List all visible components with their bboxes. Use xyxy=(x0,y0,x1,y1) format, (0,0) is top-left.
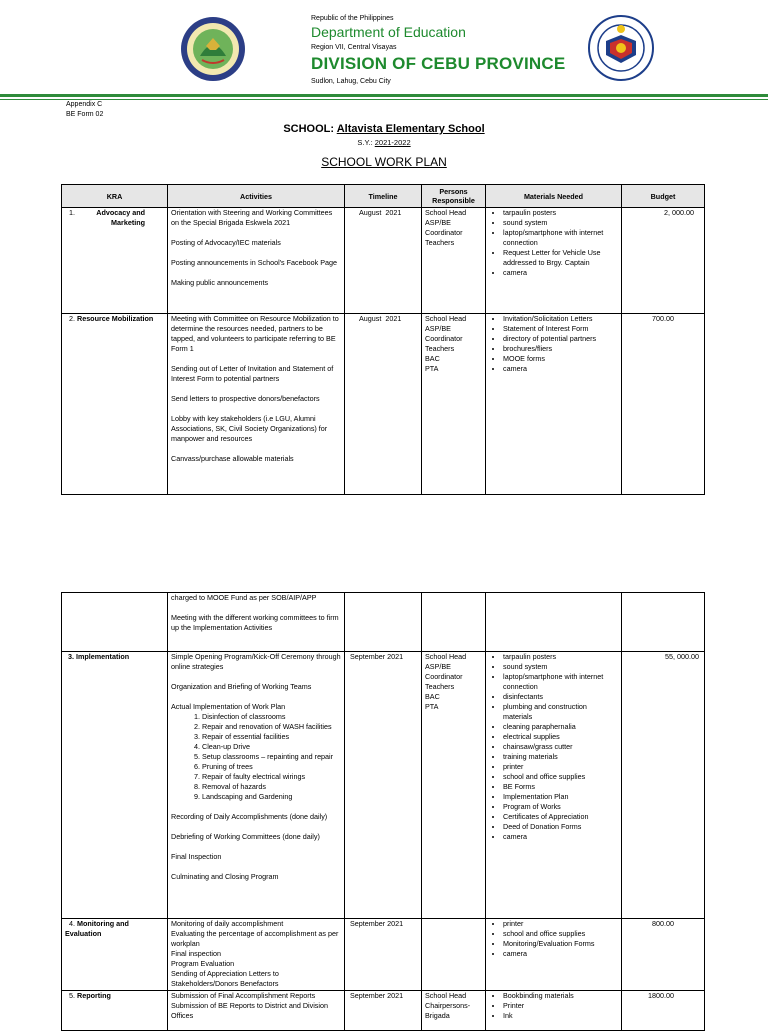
activity-text: Submission of Final Accomplishment Reports xyxy=(171,991,316,1000)
sub-activity: 2. Repair and renovation of WASH facilities xyxy=(202,722,341,732)
material-item: • printer xyxy=(503,762,618,772)
materials-cell xyxy=(486,991,622,1031)
timeline-cell: August 2021 xyxy=(345,208,422,314)
column-header-timeline: Timeline xyxy=(345,185,422,208)
column-header-activities: Activities xyxy=(168,185,345,208)
work-plan-table-page-1 xyxy=(61,184,705,495)
materials-cell xyxy=(486,652,622,919)
activity-text: Evaluating the percentage of accomplishment as per workplan xyxy=(171,929,339,948)
kra-number: 1. xyxy=(69,208,75,217)
sub-activity: 9. Landscaping and Gardening xyxy=(202,792,341,802)
material-item: • laptop/smartphone with internet connection xyxy=(503,672,618,692)
address-label: Sudlon, Lahug, Cebu City xyxy=(311,78,391,85)
budget-cell: 1800.00 xyxy=(622,991,705,1031)
kra-number: 5. xyxy=(69,991,75,1000)
budget-cell: 2, 000.00 xyxy=(622,208,705,314)
school-prefix: SCHOOL: xyxy=(283,123,337,135)
budget-cell xyxy=(622,593,705,652)
table-row-monitoring xyxy=(62,919,705,991)
activity-text: Orientation with Steering and Working Committees on the Special Brigada Eskwela 2021 xyxy=(171,208,333,227)
material-item: • Program of Works xyxy=(503,802,618,812)
material-item: • laptop/smartphone with internet connection xyxy=(503,228,618,248)
sub-activity-list xyxy=(171,712,341,802)
person-text: School Head xyxy=(425,991,467,1000)
sub-activity: 5. Setup classrooms – repainting and repair xyxy=(202,752,341,762)
person-text: ASP/BE xyxy=(425,662,451,671)
material-item: • tarpaulin posters xyxy=(503,652,618,662)
person-text: Teachers xyxy=(425,682,455,691)
activity-text: Posting of Advocacy/IEC materials xyxy=(171,238,281,247)
kra-title: Resource Mobilization xyxy=(77,314,154,323)
kra-title: Implementation xyxy=(76,652,130,661)
materials-cell xyxy=(486,919,622,991)
activity-text: Making public announcements xyxy=(171,278,269,287)
person-text: ASP/BE xyxy=(425,218,451,227)
deped-seal-logo xyxy=(588,15,654,81)
persons-cell xyxy=(422,991,486,1031)
material-item: • school and office supplies xyxy=(503,929,618,939)
budget-cell: 700.00 xyxy=(622,314,705,495)
material-item: • sound system xyxy=(503,662,618,672)
material-item: • Request Letter for Vehicle Use addressed to Brgy. Captain xyxy=(503,248,618,268)
region-label: Region VII, Central Visayas xyxy=(311,44,397,51)
school-name: Altavista Elementary School xyxy=(336,123,485,135)
persons-cell xyxy=(422,652,486,919)
activity-text: Sending of Appreciation Letters to Stakeholders/Donors Benefactors xyxy=(171,969,279,988)
form-label: BE Form 02 xyxy=(66,111,104,118)
kra-number: 2. xyxy=(69,314,75,323)
activities-cell xyxy=(168,652,345,919)
kra-title: Advocacy and Marketing xyxy=(96,208,145,227)
activity-text: Final Inspection xyxy=(171,852,222,861)
activity-text: Monitoring of daily accomplishment xyxy=(171,919,284,928)
kra-title: Monitoring and Evaluation xyxy=(65,919,129,938)
sub-activity: 6. Pruning of trees xyxy=(202,762,341,772)
person-text: Teachers xyxy=(425,344,455,353)
material-item: • disinfectants xyxy=(503,692,618,702)
timeline-cell: August 2021 xyxy=(345,314,422,495)
material-item: • cleaning paraphernalia xyxy=(503,722,618,732)
material-item: • directory of potential partners xyxy=(503,334,618,344)
kra-title: Reporting xyxy=(77,991,111,1000)
column-header-budget: Budget xyxy=(622,185,705,208)
activity-text: Recording of Daily Accomplishments (done daily) xyxy=(171,812,328,821)
republic-label: Republic of the Philippines xyxy=(311,15,394,22)
activities-cell xyxy=(168,208,345,314)
kra-cell xyxy=(62,593,168,652)
column-header-kra: KRA xyxy=(62,185,168,208)
timeline-cell: September 2021 xyxy=(345,919,422,991)
page-title: SCHOOL WORK PLAN xyxy=(321,155,447,169)
materials-cell xyxy=(486,208,622,314)
column-header-persons: Persons Responsible xyxy=(422,185,486,208)
department-name: Department of Education xyxy=(311,24,466,40)
activity-text: Culminating and Closing Program xyxy=(171,872,279,881)
table-row-resource-mobilization xyxy=(62,314,705,495)
kra-cell xyxy=(62,652,168,919)
kra-number: 3. xyxy=(68,652,74,661)
school-line xyxy=(0,123,768,135)
material-item: • Ink xyxy=(503,1011,618,1021)
material-item: • brochures/fliers xyxy=(503,344,618,354)
material-item: • Deed of Donation Forms xyxy=(503,822,618,832)
material-item: • Bookbinding materials xyxy=(503,991,618,1001)
division-name: DIVISION OF CEBU PROVINCE xyxy=(311,54,566,73)
kra-cell xyxy=(62,919,168,991)
person-text: PTA xyxy=(425,702,439,711)
sub-activity: 7. Repair of faulty electrical wirings xyxy=(202,772,341,782)
material-item: • tarpaulin posters xyxy=(503,208,618,218)
person-text: Coordinator xyxy=(425,228,463,237)
material-item: • Statement of Interest Form xyxy=(503,324,618,334)
person-text: Brigada xyxy=(425,1011,450,1020)
person-text: Chairpersons- xyxy=(425,1001,471,1010)
material-item: • plumbing and construction materials xyxy=(503,702,618,722)
material-item: • camera xyxy=(503,949,618,959)
header-divider-thin xyxy=(0,99,768,100)
activities-cell xyxy=(168,991,345,1031)
materials-cell xyxy=(486,314,622,495)
material-item: • sound system xyxy=(503,218,618,228)
kra-cell xyxy=(62,208,168,314)
kra-cell xyxy=(62,991,168,1031)
material-item: • MOOE forms xyxy=(503,354,618,364)
activities-cell xyxy=(168,919,345,991)
timeline-cell xyxy=(345,593,422,652)
person-text: Coordinator xyxy=(425,672,463,681)
header-divider-thick xyxy=(0,94,768,97)
table-row-reporting xyxy=(62,991,705,1031)
material-item: • training materials xyxy=(503,752,618,762)
table-row-implementation xyxy=(62,652,705,919)
sub-activity: 4. Clean-up Drive xyxy=(202,742,341,752)
sub-activity: 8. Removal of hazards xyxy=(202,782,341,792)
persons-cell xyxy=(422,314,486,495)
activity-text: Canvass/purchase allowable materials xyxy=(171,454,294,463)
person-text: BAC xyxy=(425,354,440,363)
activity-text: Organization and Briefing of Working Teams xyxy=(171,682,312,691)
budget-cell: 55, 000.00 xyxy=(622,652,705,919)
activity-text: Meeting with Committee on Resource Mobilization to determine the resources needed, partners to be tapped, and volunteers to participate referring to BE Form 1 xyxy=(171,314,339,353)
school-year-line xyxy=(0,138,768,147)
timeline-cell: September 2021 xyxy=(345,991,422,1031)
activities-cell xyxy=(168,593,345,652)
persons-cell xyxy=(422,593,486,652)
activity-text: Simple Opening Program/Kick-Off Ceremony through online strategies xyxy=(171,652,341,671)
material-item: • camera xyxy=(503,364,618,374)
kra-cell xyxy=(62,314,168,495)
activity-text: Lobby with key stakeholders (i.e LGU, Alumni Associations, SK, Civil Society Organizations) for manpower and resources xyxy=(171,414,328,443)
material-item: • camera xyxy=(503,268,618,278)
kra-number: 4. xyxy=(69,919,75,928)
activity-text: charged to MOOE Fund as per SOB/AIP/APP xyxy=(171,593,317,602)
activity-text: Debriefing of Working Committees (done daily) xyxy=(171,832,320,841)
material-item: • printer xyxy=(503,919,618,929)
sub-activity: 1. Disinfection of classrooms xyxy=(202,712,341,722)
activity-text: Posting announcements in School's Facebook Page xyxy=(171,258,337,267)
activity-text: Actual Implementation of Work Plan xyxy=(171,702,286,711)
material-item: • chainsaw/grass cutter xyxy=(503,742,618,752)
person-text: Teachers xyxy=(425,238,455,247)
person-text: School Head xyxy=(425,208,467,217)
person-text: School Head xyxy=(425,314,467,323)
activity-text: Submission of BE Reports to District and Division Offices xyxy=(171,1001,328,1020)
persons-cell xyxy=(422,208,486,314)
activity-text: Send letters to prospective donors/benefactors xyxy=(171,394,320,403)
sub-activity: 3. Repair of essential facilities xyxy=(202,732,341,742)
persons-cell xyxy=(422,919,486,991)
material-item: • Certificates of Appreciation xyxy=(503,812,618,822)
division-seal-logo xyxy=(180,16,246,82)
material-item: • Printer xyxy=(503,1001,618,1011)
materials-cell xyxy=(486,593,622,652)
person-text: PTA xyxy=(425,364,439,373)
appendix-label: Appendix C xyxy=(66,101,103,108)
material-item: • Monitoring/Evaluation Forms xyxy=(503,939,618,949)
person-text: BAC xyxy=(425,692,440,701)
person-text: Coordinator xyxy=(425,334,463,343)
material-item: • Invitation/Solicitation Letters xyxy=(503,314,618,324)
material-item: • electrical supplies xyxy=(503,732,618,742)
person-text: ASP/BE xyxy=(425,324,451,333)
person-text: School Head xyxy=(425,652,467,661)
material-item: • camera xyxy=(503,832,618,842)
budget-cell: 800.00 xyxy=(622,919,705,991)
activity-text: Meeting with the different working committees to firm up the Implementation Activities xyxy=(171,613,339,632)
school-year: 2021-2022 xyxy=(374,138,411,147)
activity-text: Final inspection xyxy=(171,949,221,958)
table-row-continuation xyxy=(62,593,705,652)
table-row-advocacy xyxy=(62,208,705,314)
activity-text: Program Evaluation xyxy=(171,959,235,968)
activity-text: Sending out of Letter of Invitation and Statement of Interest Form to potential partners xyxy=(171,364,334,383)
material-item: • Implementation Plan xyxy=(503,792,618,802)
material-item: • BE Forms xyxy=(503,782,618,792)
work-plan-table-page-2 xyxy=(61,592,705,1031)
activities-cell xyxy=(168,314,345,495)
column-header-materials: Materials Needed xyxy=(486,185,622,208)
sy-prefix: S.Y.: xyxy=(357,138,375,147)
material-item: • school and office supplies xyxy=(503,772,618,782)
timeline-cell: September 2021 xyxy=(345,652,422,919)
